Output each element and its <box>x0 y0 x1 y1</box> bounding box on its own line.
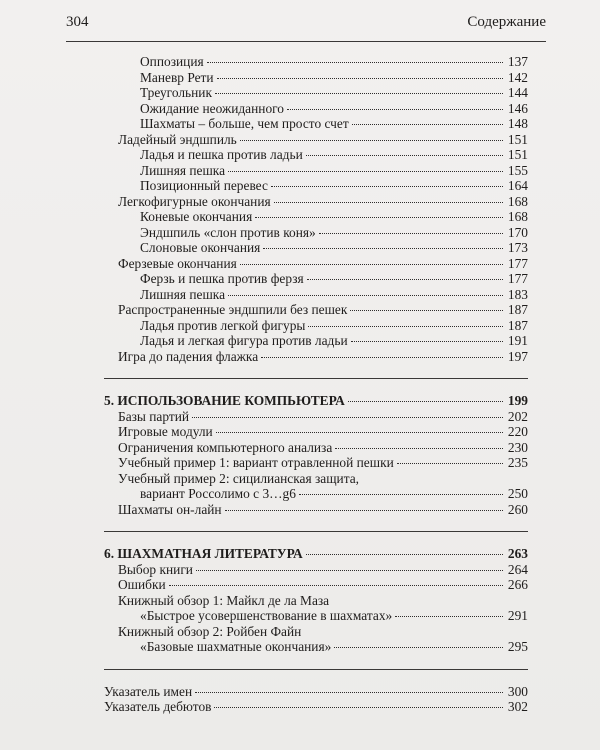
toc-entry-title: Оппозиция <box>140 54 204 69</box>
dot-leader <box>299 494 503 495</box>
toc-entry-page: 144 <box>507 85 528 100</box>
dot-leader <box>215 93 503 94</box>
dot-leader <box>308 326 503 327</box>
toc-entry <box>140 209 528 225</box>
toc-entry-title: Распространенные эндшпили без пешек <box>118 302 348 317</box>
toc-entry-page: 151 <box>507 147 528 162</box>
toc-indexes <box>104 684 528 715</box>
toc-entry-title: Ладья и легкая фигура против ладьи <box>140 333 348 348</box>
toc-entry-title: Эндшпиль «слон против коня» <box>140 224 316 240</box>
header-rule <box>66 41 546 42</box>
page-number: 304 <box>66 14 89 30</box>
toc-entry-page: 202 <box>507 408 528 424</box>
dot-leader <box>228 295 503 296</box>
toc-entry-title: Выбор книги <box>118 561 193 577</box>
toc-entry-title: Легкофигурные окончания <box>118 193 271 209</box>
toc-entry <box>140 70 528 86</box>
toc-entry: Шахматы он-лайн 260 <box>118 501 528 517</box>
toc-entry-page: 235 <box>507 455 528 470</box>
dot-leader <box>395 616 503 617</box>
toc-entry <box>140 240 528 256</box>
dot-leader <box>216 432 503 433</box>
dot-leader <box>192 417 503 418</box>
toc-entry <box>118 424 528 440</box>
toc-entry <box>118 194 528 210</box>
toc-entry-page: 142 <box>507 69 528 85</box>
toc-entry-page: 177 <box>507 271 528 286</box>
dot-leader <box>263 248 503 249</box>
toc-entry <box>118 409 528 425</box>
toc-entry-page: 230 <box>507 439 528 455</box>
toc-entry-title: Коневые окончания <box>140 209 253 224</box>
toc-entry <box>104 684 528 700</box>
dot-leader <box>352 124 503 125</box>
toc-entry-page: 264 <box>507 561 528 577</box>
toc-entry-page: 168 <box>507 193 528 209</box>
toc-entry-page: 173 <box>507 240 528 255</box>
toc-entry-title: Ферзь и пешка против ферзя <box>140 271 304 286</box>
dot-leader <box>319 233 503 234</box>
toc-entry-page: 187 <box>507 317 528 333</box>
toc-entry <box>140 85 528 101</box>
toc-entry-title: Базы партий <box>118 408 190 424</box>
dot-leader <box>306 554 503 555</box>
section-divider <box>104 378 528 379</box>
toc-entry-page: 187 <box>507 302 528 317</box>
running-title: Содержание <box>467 14 546 30</box>
toc-entry <box>118 562 528 578</box>
dot-leader <box>348 401 503 402</box>
toc-entry <box>140 271 528 287</box>
dot-leader <box>169 585 503 586</box>
toc-entry-page: 168 <box>507 209 528 224</box>
toc-entry-title: Слоновые окончания <box>140 240 261 255</box>
toc-section-endgames <box>104 54 528 364</box>
dot-leader <box>240 140 503 141</box>
toc-entry-title: Игра до падения флажка <box>118 348 259 364</box>
toc-entry-page: 148 <box>507 116 528 131</box>
toc-entry-title: Указатель имен <box>104 683 193 699</box>
toc-entry-title: Ферзевые окончания <box>118 255 237 271</box>
dot-leader <box>217 78 503 79</box>
toc-entry-page: 197 <box>507 348 528 364</box>
dot-leader <box>255 217 503 218</box>
toc-entry <box>118 349 528 365</box>
toc-entry <box>118 455 528 471</box>
toc-entry-title: Лишняя пешка <box>140 162 226 178</box>
dot-leader <box>397 463 503 464</box>
dot-leader <box>225 510 503 511</box>
toc-entry <box>140 225 528 241</box>
toc-entry-title: Позиционный перевес <box>140 178 268 193</box>
toc-entry <box>140 287 528 303</box>
toc-chapter-5: 5. ИСПОЛЬЗОВАНИЕ КОМПЬЮТЕРА 199 <box>104 393 528 408</box>
toc-entry: Учебный пример 2: сицилианская защита, <box>118 470 360 486</box>
section-divider <box>104 669 528 670</box>
toc-entry-continuation: «Быстрое усовершенствование в шахматах» 291 <box>140 608 528 623</box>
toc-entry-page: 137 <box>507 54 528 69</box>
toc-entry-title: Указатель дебютов <box>104 699 212 714</box>
toc-entry-page: 151 <box>507 131 528 147</box>
toc-entry <box>118 577 528 593</box>
toc-entry-title: Треугольник <box>140 85 212 100</box>
toc-entry-continuation: «Базовые шахматные окончания» 295 <box>140 639 528 654</box>
toc-chapter-6: 6. ШАХМАТНАЯ ЛИТЕРАТУРА 263 <box>104 546 528 561</box>
toc-entry <box>140 318 528 334</box>
toc-entry-page: 177 <box>507 255 528 271</box>
dot-leader <box>196 570 503 571</box>
dot-leader <box>261 357 503 358</box>
dot-leader <box>228 171 503 172</box>
toc-entry <box>118 302 528 318</box>
toc-entry-page: 170 <box>507 224 528 240</box>
toc-entry-page: 191 <box>507 333 528 348</box>
table-of-contents <box>104 54 528 715</box>
toc-entry-title: Ошибки <box>118 577 166 592</box>
toc-entry-title: Учебный пример 1: вариант отравленной пешки <box>118 455 394 470</box>
dot-leader <box>335 448 503 449</box>
toc-entry <box>118 256 528 272</box>
dot-leader <box>350 310 503 311</box>
dot-leader <box>240 264 503 265</box>
toc-chapter-5-items <box>104 409 528 471</box>
toc-entry-title: Игровые модули <box>118 424 213 439</box>
toc-entry <box>140 333 528 349</box>
toc-entry-page: 220 <box>507 424 528 439</box>
toc-entry <box>140 178 528 194</box>
toc-entry-page: 155 <box>507 162 528 178</box>
toc-entry <box>140 101 528 117</box>
toc-entry-title: Шахматы – больше, чем просто счет <box>140 116 349 131</box>
toc-entry <box>140 163 528 179</box>
toc-entry-title: Ладья против легкой фигуры <box>140 317 306 333</box>
toc-entry <box>104 699 528 715</box>
toc-entry-title: Ограничения компьютерного анализа <box>118 439 333 455</box>
dot-leader <box>306 155 503 156</box>
toc-entry <box>118 440 528 456</box>
toc-entry <box>140 147 528 163</box>
dot-leader <box>334 647 503 648</box>
toc-entry-page: 302 <box>507 699 528 714</box>
toc-chapter-6-items <box>104 562 528 593</box>
toc-entry: Книжный обзор 2: Ройбен Файн <box>118 623 302 639</box>
section-divider <box>104 531 528 532</box>
dot-leader <box>271 186 503 187</box>
toc-entry-page: 183 <box>507 286 528 302</box>
dot-leader <box>287 109 503 110</box>
dot-leader <box>214 707 503 708</box>
toc-entry-title: Маневр Рети <box>140 69 214 85</box>
toc-entry <box>140 54 528 70</box>
toc-entry-continuation: вариант Россолимо с 3…g6 250 <box>140 486 528 501</box>
toc-entry <box>118 132 528 148</box>
running-head <box>66 14 546 36</box>
toc-entry-title: Ожидание неожиданного <box>140 100 284 116</box>
toc-entry <box>140 116 528 132</box>
dot-leader <box>195 692 503 693</box>
toc-entry-page: 164 <box>507 178 528 193</box>
dot-leader <box>274 202 503 203</box>
toc-entry-page: 146 <box>507 100 528 116</box>
toc-entry: Книжный обзор 1: Майкл де ла Маза <box>118 592 330 608</box>
toc-entry-title: Ладейный эндшпиль <box>118 131 237 147</box>
toc-entry-title: Лишняя пешка <box>140 286 226 302</box>
toc-entry-page: 266 <box>507 577 528 592</box>
toc-entry-title: Ладья и пешка против ладьи <box>140 147 303 162</box>
dot-leader <box>207 62 503 63</box>
dot-leader <box>351 341 503 342</box>
toc-entry-page: 300 <box>507 683 528 699</box>
dot-leader <box>307 279 503 280</box>
